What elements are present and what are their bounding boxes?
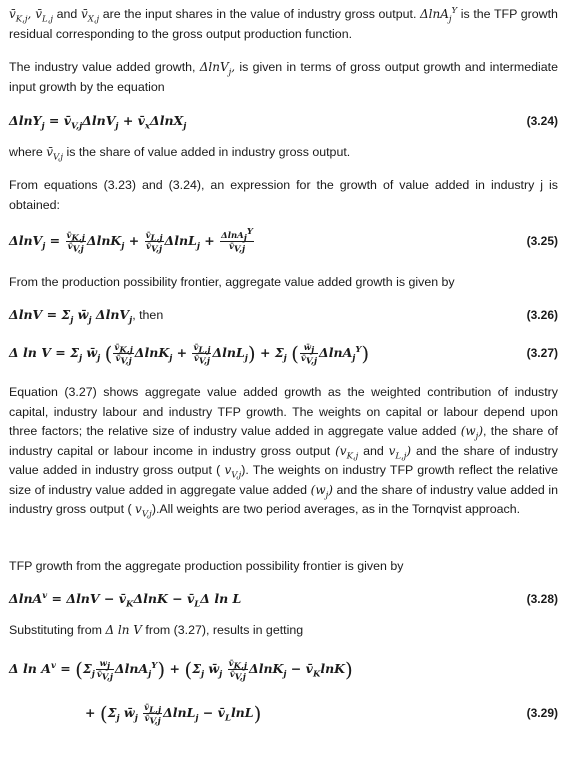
equation-number: (3.24) bbox=[526, 114, 558, 128]
equation-3-29-line-1: Δ $\ln A^v = (\Sigma_j$ $\frac{w_j}{v̄_{V,j}}$ $\Delta\ln A_j^Y) + (\Sigma_j$ $w̄_j$ $\frac{v̄_{K,j}}{v̄_{V,j}}$ $\Delta\ln K_j - v̄_K\ln K$) bbox=[9, 657, 353, 683]
equation-3-27: Δ $\ln V = \Sigma_j$ $w̄_j$ ( $\frac{v̄_{K,j}}{v̄_{V,j}}$ ΔlnK$_j$ + $\frac{v̄_{L,j}}{v̄_{V,j}}$ $\Delta\ln L_j) + \Sigma_j$ ( $\frac{w̄_j}{v̄_{V,j}}$ ΔlnA$_j^Y$) (3.27) bbox=[9, 341, 558, 367]
equation-number: (3.26) bbox=[526, 308, 558, 322]
paragraph-ppf: From the production possibility frontier, aggregate value added growth is given by bbox=[9, 275, 455, 289]
paragraph-value-added-growth: The industry value added growth, ΔlnV$_j$, is given in terms of gross output growth and intermediate input growth by the equation bbox=[9, 60, 558, 94]
paragraph-substituting: Substituting from Δ ln V from (3.27), results in getting bbox=[9, 623, 304, 637]
equation-3-25: ΔlnV$_j$ = $\frac{v̄_{K,j}}{v̄_{V,j}}$ ΔlnK$_j$ + $\frac{v̄_{L,j}}{v̄_{V,j}}$ ΔlnL$_j$ + $\frac{\Delta\ln A_j^Y}{v̄_{V,j}}$ (3.25) bbox=[9, 227, 558, 255]
equation-3-29-line-2: + ($\Sigma_j$ $w̄_j$ $\frac{v̄_{L,j}}{v̄_{V,j}}$ $\Delta\ln L_j - v̄_L\ln L$) (3.29) bbox=[85, 701, 558, 727]
paragraph-where: where $v̄_{V,j}$ is the share of value added in industry gross output. bbox=[9, 145, 351, 163]
equation-3-26: $\Delta\ln V = \Sigma_j$ $w̄_j$ ΔlnV$_j$, then (3.26) bbox=[9, 304, 558, 328]
paragraph-input-shares: $v̄_{K,j}$, $v̄_{L,j}$ and $v̄_{X,j}$ are the input shares in the value of industry gross output. ΔlnA$_j^Y$ is the TFP growth residual corresponding to the gross output production function. bbox=[9, 6, 558, 41]
paragraph-tfp-growth: TFP growth from the aggregate production possibility frontier is given by bbox=[9, 559, 404, 573]
equation-3-28: $\Delta\ln A^v = \Delta\ln V - v̄_K\Delta\ln K$ − $v̄_L\Delta$ ln L (3.28) bbox=[9, 588, 558, 612]
equation-number: (3.27) bbox=[526, 346, 558, 360]
equation-number: (3.25) bbox=[526, 234, 558, 248]
equation-number: (3.29) bbox=[526, 706, 558, 720]
equation-3-24: $\Delta\ln Y_j = v̄_{V,j}\Delta\ln V_j$ + $v̄_x\Delta\ln X_j$ (3.24) bbox=[9, 110, 558, 134]
paragraph-from-equations: From equations (3.23) and (3.24), an expression for the growth of value added in industry j is obtained: bbox=[9, 178, 558, 212]
paragraph-equation-explanation: Equation (3.27) shows aggregate value added growth as the weighted contribution of industry capital, industry labour and industry TFP growth. The weights on capital or labour depend upon three factors; the relative size of industry value added in aggregate value added $(w_j)$, the share of industry capital or labour income in industry gross output ($v_{K,j}$ and $v_{L,j}$) and the share of industry value added in industry gross output ( $v_{V,j}$). The weights on industry TFP growth reflect the relative size of industry value added in aggregate value added $(w_j)$ and the share of industry value added in industry gross output ( $v_{V,j}).All$ weights are two period averages, as in the Tornqvist approach. bbox=[9, 385, 558, 520]
equation-number: (3.28) bbox=[526, 592, 558, 606]
